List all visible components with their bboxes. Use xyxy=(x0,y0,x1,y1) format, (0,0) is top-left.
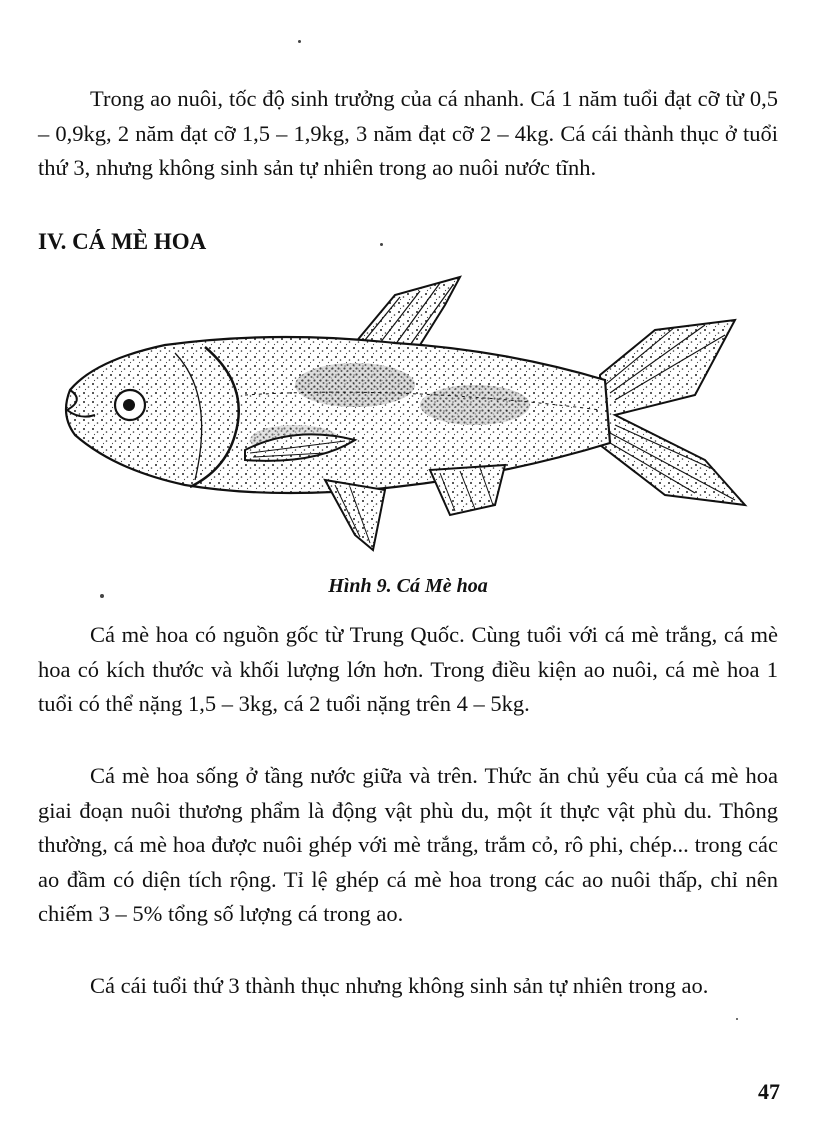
bighead-carp-illustration xyxy=(55,265,755,565)
scan-speck xyxy=(100,594,104,598)
scan-speck xyxy=(736,1018,738,1020)
scan-speck xyxy=(298,40,301,43)
paragraph-reproduction: Cá cái tuổi thứ 3 thành thục nhưng không sinh sản tự nhiên trong ao. xyxy=(90,973,709,998)
figure-caption: Hình 9. Cá Mè hoa xyxy=(328,575,488,597)
paragraph-growth: Trong ao nuôi, tốc độ sinh trưởng của cá nhanh. Cá 1 năm tuổi đạt cỡ từ 0,5 – 0,9kg, 2 năm đạt cỡ 1,5 – 1,9kg, 3 năm đạt cỡ 2 – 4kg. Cá cái thành thục ở tuổi thứ 3, nhưng không sinh sản tự nhiên trong ao nuôi nước tĩnh. xyxy=(38,86,778,180)
paragraph-habitat-diet: Cá mè hoa sống ở tầng nước giữa và trên. Thức ăn chủ yếu của cá mè hoa giai đoạn nuôi thương phẩm là động vật phù du, một ít thực vật phù du. Thông thường, cá mè hoa được nuôi ghép với mè trắng, trắm cỏ, rô phi, chép... trong các ao đầm có diện tích rộng. Tỉ lệ ghép cá mè hoa trong các ao nuôi thấp, chỉ nên chiếm 3 – 5% tổng số lượng cá trong ao. xyxy=(38,763,778,926)
fish-figure xyxy=(55,265,755,565)
page-number: 47 xyxy=(758,1079,780,1104)
scan-speck xyxy=(380,243,383,246)
paragraph-origin: Cá mè hoa có nguồn gốc từ Trung Quốc. Cùng tuổi với cá mè trắng, cá mè hoa có kích thước và khối lượng lớn hơn. Trong điều kiện ao nuôi, cá mè hoa 1 tuổi có thể nặng 1,5 – 3kg, cá 2 tuổi nặng trên 4 – 5kg. xyxy=(38,622,778,716)
section-heading: IV. CÁ MÈ HOA xyxy=(38,229,207,254)
